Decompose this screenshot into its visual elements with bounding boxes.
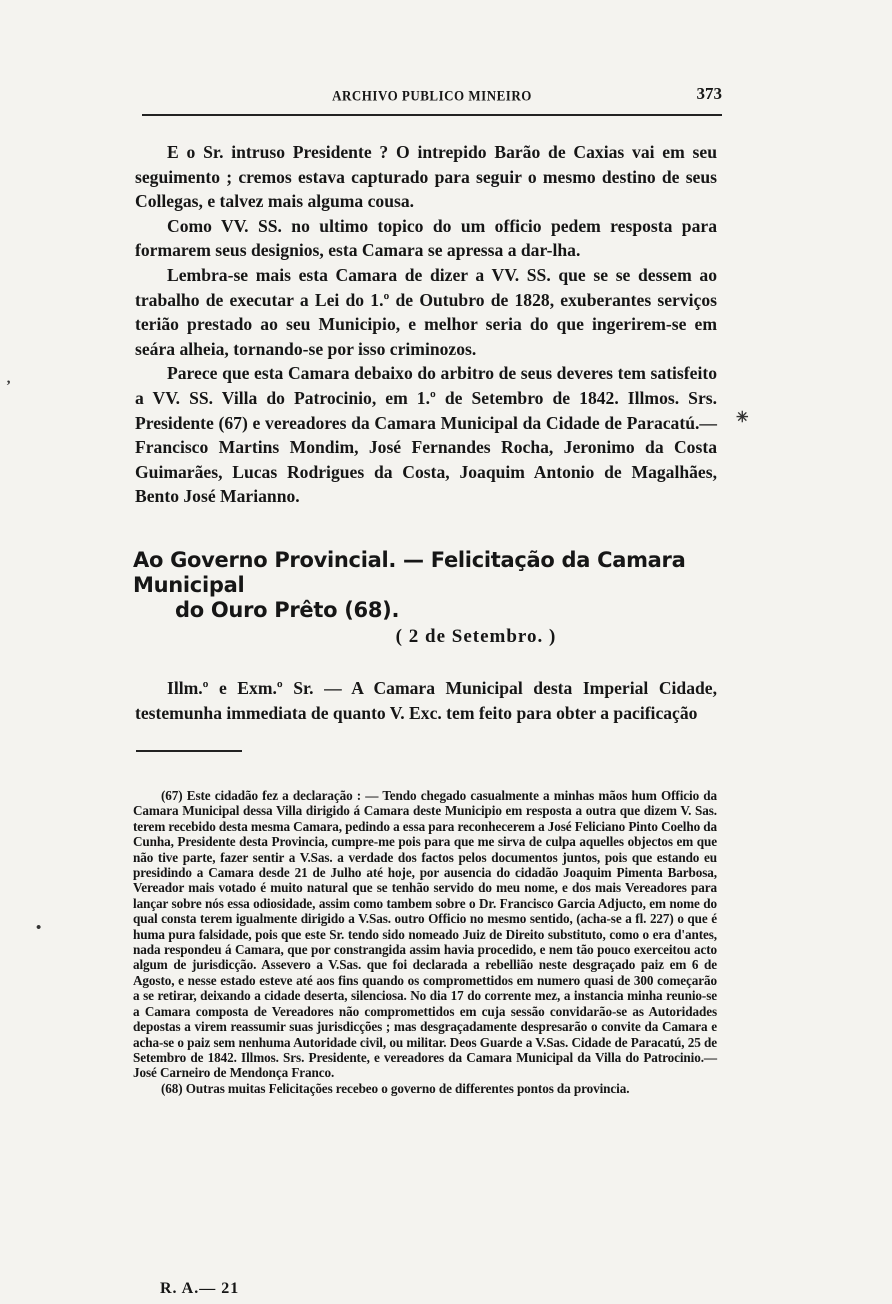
paragraph-resposta: Como VV. SS. no ultimo topico do um officio pedem resposta para formarem seus designios, esta Camara se apressa a dar-lha.: [135, 215, 717, 261]
section-heading-line2: do Ouro Prêto (68).: [175, 598, 400, 622]
letter-opening: Illm.º e Exm.º Sr. — A Camara Municipal desta Imperial Cidade, testemunha immediata de quanto V. Exc. tem feito para obter a pacificação: [135, 678, 717, 723]
page-number: 373: [696, 84, 722, 103]
paragraph-lei: Lembra-se mais esta Camara de dizer a VV. SS. que se se dessem ao trabalho de executar a Lei do 1.º de Outubro de 1828, exuberantes serviços terião prestado ao seu Municipio, e melhor seria do que ingerirem-se em seára alheia, tornando-se por isso criminozos.: [135, 264, 717, 359]
section-heading: [133, 548, 717, 623]
footnotes: [133, 788, 717, 1096]
header-rule: [142, 114, 722, 116]
section-heading-line1: Ao Governo Provincial. — Felicitação da Camara Municipal: [133, 548, 686, 597]
margin-speck-left-lower: •: [36, 920, 42, 936]
paragraph-patrocinio: Parece que esta Camara debaixo do arbitro de seus deveres tem satisfeito a VV. SS. Villa do Patrocinio, em 1.º de Setembro de 1842. Illmos. Srs. Presidente (67) e vereadores da Camara Municipal da Cidade de Paracatú.—Francisco Martins Mondim, José Fernandes Rocha, Jeronimo da Costa Guimarães, Lucas Rodrigues da Costa, Joaquim Antonio de Magalhães, Bento José Marianno.: [135, 363, 717, 507]
running-title: ARCHIVO PUBLICO MINEIRO: [332, 86, 532, 105]
date-line: ( 2 de Setembro. ): [395, 626, 557, 647]
paragraph-intruso: E o Sr. intruso Presidente ? O intrepido Barão de Caxias vai em seu seguimento ; cremos estava capturado para seguir o mesmo destino de seus Collegas, e talvez mais alguma cousa.: [135, 142, 717, 212]
letter-block: [135, 676, 717, 725]
margin-speck-right: ✳: [736, 410, 749, 426]
footnote-67: (67) Este cidadão fez a declaração : — Tendo chegado casualmente a minhas mãos hum Officio da Camara Municipal dessa Villa dirigido á Camara deste Municipio em resposta a outra que dizem V. Sas. terem recebido desta mesma Camara, pedindo a essa para reconhecerem a José Feliciano Pinto Coelho da Cunha, Presidente desta Provincia, cumpre-me pois para que me sirva de culpa aquelles objectos em que não tive parte, fazer sentir a V.Sas. a verdade dos factos pelos documentos juntos, pois que estando eu presidindo a Camara desde 21 de Julho até hoje, por ausencia do cidadão Joaquim Pimenta Barbosa, Vereador mais votado é muito natural que se tenhão servido do meu nome, e dos mais Vereadores para lançar sobre nós essa odiosidade, assim como tambem sobre o Dr. Francisco Garcia Adjucto, em nome do qual consta terem igualmente dirigido a V.Sas. outro Officio no mesmo sentido, (acha-se a fl. 227) o que é huma pura falsidade, pois que este Sr. tendo sido nomeado Juiz de Direito substituto, como o era d'antes, nada respondeu á Camara, que por constrangida assim havia procedido, e nem tão pouco exerceitou acto algum de jurisdicção. Assevero a V.Sas. que foi declarada a rebellião neste desgraçado paiz em 6 de Agosto, e nesse estado esteve até aos fins quando os compromettidos em numero quasi de 300 começarão a se retirar, deixando a cidade deserta, silenciosa. No dia 17 do corrente mez, a instancia minha reunio-se a Camara composta de Vereadores não compromettidos em cuja sessão convidarão-se as Autoridades depostas a virem reassumir suas jurisdicções ; mas desgraçadamente despresarão o convite da Camara e acha-se o paiz sem nenhuma Autoridade civil, ou militar. Deos Guarde a V.Sas. Cidade de Paracatú, 25 de Setembro de 1842. Illmos. Srs. Presidente, e vereadores da Camara Municipal da Villa do Patrocinio.— José Carneiro de Mendonça Franco.: [133, 788, 717, 1081]
running-head: [142, 84, 722, 112]
signature-mark: R. A.— 21: [160, 1280, 240, 1297]
footnote-68: (68) Outras muitas Felicitações recebeo o governo de differentes pontos da provincia.: [161, 1080, 630, 1096]
footnote-rule: [136, 750, 242, 752]
body-text-block: [135, 140, 717, 509]
margin-speck-left: ’: [6, 378, 11, 394]
